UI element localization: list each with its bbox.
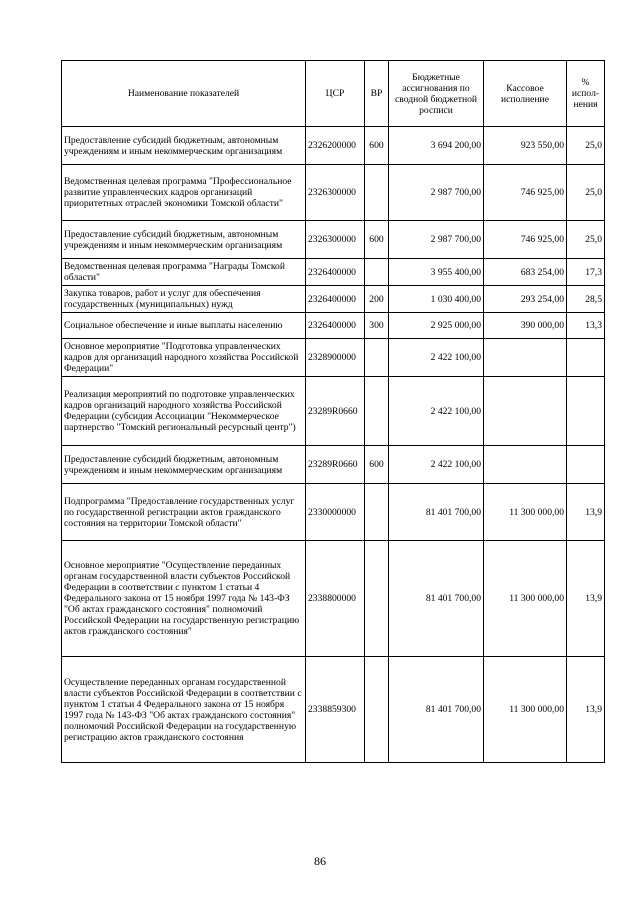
table-header-row <box>62 61 605 127</box>
cell-csr: 2326400000 <box>306 313 365 339</box>
cell-budget: 2 422 100,00 <box>389 446 484 484</box>
cell-cash: 390 000,00 <box>484 313 567 339</box>
cell-name: Подпрограмма "Предоставление государственных услуг по государственной регистрации актов гражданского состояния на территории Томской области" <box>62 484 306 541</box>
cell-vr <box>365 165 389 221</box>
cell-pct <box>567 446 605 484</box>
cell-cash: 11 300 000,00 <box>484 657 567 763</box>
cell-name: Предоставление субсидий бюджетным, автономным учреждениям и иным некоммерческим организациям <box>62 127 306 165</box>
cell-budget: 2 925 000,00 <box>389 313 484 339</box>
cell-name: Реализация мероприятий по подготовке управленческих кадров организаций народного хозяйства Российской Федерации (субсидия Ассоциации "Некоммерческое партнерство "Томский региональный ресурсный центр") <box>62 377 306 446</box>
page-number: 86 <box>314 854 326 868</box>
table-row <box>62 286 605 313</box>
cell-cash: 683 254,00 <box>484 259 567 286</box>
cell-cash: 746 925,00 <box>484 221 567 259</box>
budget-execution-table <box>61 60 605 763</box>
header-pct: % испол-нения <box>567 61 605 127</box>
cell-budget: 1 030 400,00 <box>389 286 484 313</box>
cell-budget: 81 401 700,00 <box>389 541 484 657</box>
cell-csr: 2326300000 <box>306 221 365 259</box>
cell-budget: 2 422 100,00 <box>389 339 484 377</box>
cell-vr: 300 <box>365 313 389 339</box>
cell-vr <box>365 259 389 286</box>
cell-cash: 923 550,00 <box>484 127 567 165</box>
cell-cash: 11 300 000,00 <box>484 541 567 657</box>
cell-name: Ведомственная целевая программа "Профессиональное развитие управленческих кадров организаций приоритетных отраслей экономики Томской области" <box>62 165 306 221</box>
cell-vr <box>365 541 389 657</box>
cell-vr: 200 <box>365 286 389 313</box>
cell-pct: 13,9 <box>567 484 605 541</box>
cell-pct: 13,9 <box>567 541 605 657</box>
header-vr: ВР <box>365 61 389 127</box>
cell-budget: 2 987 700,00 <box>389 165 484 221</box>
cell-cash: 11 300 000,00 <box>484 484 567 541</box>
cell-vr <box>365 657 389 763</box>
header-csr: ЦСР <box>306 61 365 127</box>
cell-csr: 23289R0660 <box>306 377 365 446</box>
table-row <box>62 446 605 484</box>
cell-csr: 2328900000 <box>306 339 365 377</box>
cell-name: Основное мероприятие "Подготовка управленческих кадров для организаций народного хозяйства Российской Федерации" <box>62 339 306 377</box>
cell-name: Основное мероприятие "Осуществление переданных органам государственной власти субъектов Российской Федерации в соответствии с пунктом 1 статьи 4 Федерального закона от 15 ноября 1997 года № 143-ФЗ "Об актах гражданского состояния" полномочий Российской Федерации на государственную регистрацию актов гражданского состояния" <box>62 541 306 657</box>
cell-csr: 2338800000 <box>306 541 365 657</box>
cell-budget: 81 401 700,00 <box>389 657 484 763</box>
table-row <box>62 127 605 165</box>
cell-budget: 2 422 100,00 <box>389 377 484 446</box>
cell-csr: 2330000000 <box>306 484 365 541</box>
cell-pct: 28,5 <box>567 286 605 313</box>
table-row <box>62 484 605 541</box>
cell-pct: 25,0 <box>567 127 605 165</box>
table-row <box>62 339 605 377</box>
cell-csr: 2338859300 <box>306 657 365 763</box>
cell-budget: 3 955 400,00 <box>389 259 484 286</box>
cell-pct: 25,0 <box>567 165 605 221</box>
cell-csr: 2326400000 <box>306 259 365 286</box>
header-cash: Кассовое исполнение <box>484 61 567 127</box>
cell-vr: 600 <box>365 127 389 165</box>
table-row <box>62 313 605 339</box>
cell-csr: 2326200000 <box>306 127 365 165</box>
cell-pct <box>567 339 605 377</box>
cell-pct: 17,3 <box>567 259 605 286</box>
table-row <box>62 221 605 259</box>
cell-pct: 13,3 <box>567 313 605 339</box>
cell-vr <box>365 339 389 377</box>
table-row <box>62 377 605 446</box>
header-name: Наименование показателей <box>62 61 306 127</box>
cell-name: Закупка товаров, работ и услуг для обеспечения государственных (муниципальных) нужд <box>62 286 306 313</box>
table-row <box>62 541 605 657</box>
cell-csr: 2326400000 <box>306 286 365 313</box>
cell-csr: 23289R0660 <box>306 446 365 484</box>
cell-budget: 2 987 700,00 <box>389 221 484 259</box>
cell-cash: 293 254,00 <box>484 286 567 313</box>
cell-csr: 2326300000 <box>306 165 365 221</box>
table-row <box>62 165 605 221</box>
cell-vr: 600 <box>365 446 389 484</box>
cell-vr <box>365 377 389 446</box>
cell-pct <box>567 377 605 446</box>
cell-cash <box>484 339 567 377</box>
cell-cash <box>484 377 567 446</box>
cell-vr: 600 <box>365 221 389 259</box>
cell-cash <box>484 446 567 484</box>
cell-budget: 3 694 200,00 <box>389 127 484 165</box>
table-row <box>62 657 605 763</box>
cell-name: Предоставление субсидий бюджетным, автономным учреждениям и иным некоммерческим организациям <box>62 446 306 484</box>
cell-pct: 13,9 <box>567 657 605 763</box>
header-budget: Бюджетные ассигнования по сводной бюджетной росписи <box>389 61 484 127</box>
table-row <box>62 259 605 286</box>
cell-name: Осуществление переданных органам государственной власти субъектов Российской Федерации в соответствии с пунктом 1 статьи 4 Федерального закона от 15 ноября 1997 года № 143-ФЗ "Об актах гражданского состояния" полномочий Российской Федерации на государственную регистрацию актов гражданского состояния <box>62 657 306 763</box>
cell-name: Ведомственная целевая программа "Награды Томской области" <box>62 259 306 286</box>
cell-name: Социальное обеспечение и иные выплаты населению <box>62 313 306 339</box>
cell-cash: 746 925,00 <box>484 165 567 221</box>
cell-vr <box>365 484 389 541</box>
cell-name: Предоставление субсидий бюджетным, автономным учреждениям и иным некоммерческим организациям <box>62 221 306 259</box>
cell-pct: 25,0 <box>567 221 605 259</box>
cell-budget: 81 401 700,00 <box>389 484 484 541</box>
